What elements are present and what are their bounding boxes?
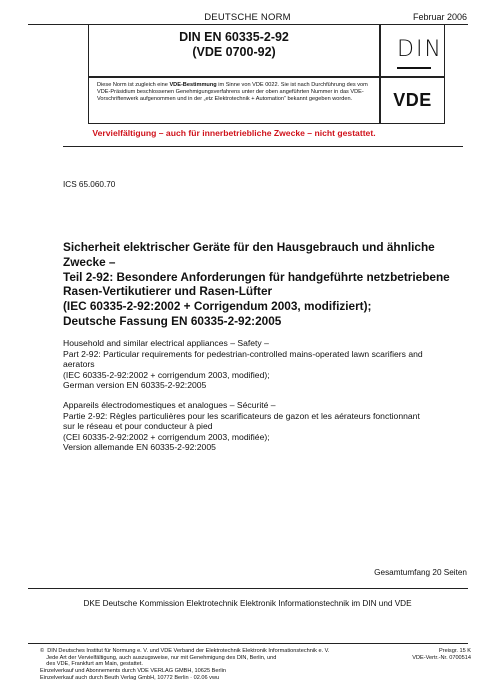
french-title-line: Version allemande EN 60335-2-92:2005 [63,442,216,453]
english-title-line: (IEC 60335-2-92:2002 + corrigendum 2003, modified); [63,369,270,380]
vde-logo: VDE [393,90,432,110]
reproduction-warning: Vervielfältigung – auch für innerbetriebliche Zwecke – nicht gestattet. [92,128,376,138]
english-title-line: German version EN 60335-2-92:2005 [63,380,207,391]
price-group: Preisgr. 15 K [438,648,471,654]
french-title-line: sur le réseau et pour conducteur à pied [63,421,213,432]
footer-line: © DIN Deutsches Institut für Normung e. V. und VDE Verband der Elektrotechnik Elektronik Informationstechnik e. V. [40,648,330,654]
din-logo [397,35,443,69]
english-title-line: Household and similar electrical appliances – Safety – [63,338,269,348]
total-pages: Gesamtumfang 20 Seiten [374,568,467,577]
german-title-line: Teil 2-92: Besondere Anforderungen für handgeführte netzbetriebene [63,269,450,284]
french-title-line: (CEI 60335-2-92:2002 + corrigendum 2003, modifiée); [63,431,270,442]
vde-notice [88,77,380,124]
din-logo-text: DIN [397,37,443,62]
english-title [63,338,463,391]
copyright-footer [40,648,360,682]
vde-notice-part2: im Sinne von VDE 0022. Sie ist nach Durchführung des vom VDE-Präsidium beschlossenen Genehmigungsverfahrens unter der oben angeführten Nummer in das VDE-Vorschriftenwerk aufgenommen und in der „etz Elektrotechnik + Automation“ bekannt gegeben worden. [97,82,368,102]
french-title [63,400,463,453]
dke-divider-top [28,588,468,589]
german-title [63,240,463,329]
french-title-line: Appareils électrodomestiques et analogues – Sécurité – [63,400,276,410]
german-title-line: Sicherheit elektrischer Geräte für den Hausgebrauch und ähnliche [63,240,435,254]
standard-number: DIN EN 60335-2-92 [179,30,289,44]
vde-notice-part1: Diese Norm ist zugleich eine [97,82,170,88]
ics-code: ICS 65.060.70 [63,180,116,189]
footer-line: Einzelverkauf und Abonnements durch VDE VERLAG GMBH, 10625 Berlin [40,668,226,675]
footer-line: Jede Art der Vervielfältigung, auch auszugsweise, nur mit Genehmigung des DIN, Berlin, und [40,654,277,661]
warning-divider [63,146,463,147]
english-title-line: Part 2-92: Particular requirements for pedestrian-controlled mains-operated lawn scarifiers and [63,348,423,359]
standard-title-box [88,24,380,77]
vde-order-number: VDE-Vertr.-Nr. 0700514 [412,655,471,662]
german-title-line: Zwecke – [63,254,116,269]
norm-label: DEUTSCHE NORM [204,12,291,23]
vde-number: (VDE 0700-92) [192,45,276,59]
footer-line: des VDE, Frankfurt am Main, gestattet. [40,661,143,668]
vde-logo-box [380,77,445,124]
din-logo-box [380,24,445,77]
french-title-line: Partie 2-92: Règles particulières pour les scarificateurs de gazon et les aérateurs fonctionnant [63,410,420,421]
footer-line: Einzelverkauf auch durch Beuth Verlag GmbH, 10772 Berlin · 02.06 vwu [40,674,220,681]
publication-date: Februar 2006 [412,12,467,22]
german-title-line: (IEC 60335-2-92:2002 + Corrigendum 2003, modifiziert); [63,299,372,314]
footer-divider [28,643,468,644]
english-title-line: aerators [63,359,95,370]
price-info [412,648,471,662]
vde-notice-bold: VDE-Bestimmung [169,82,217,88]
dke-line: DKE Deutsche Kommission Elektrotechnik Elektronik Informationstechnik im DIN und VDE [83,599,412,608]
german-title-line: Rasen-Vertikutierer und Rasen-Lüfter [63,284,273,299]
german-title-line: Deutsche Fassung EN 60335-2-92:2005 [63,313,282,328]
